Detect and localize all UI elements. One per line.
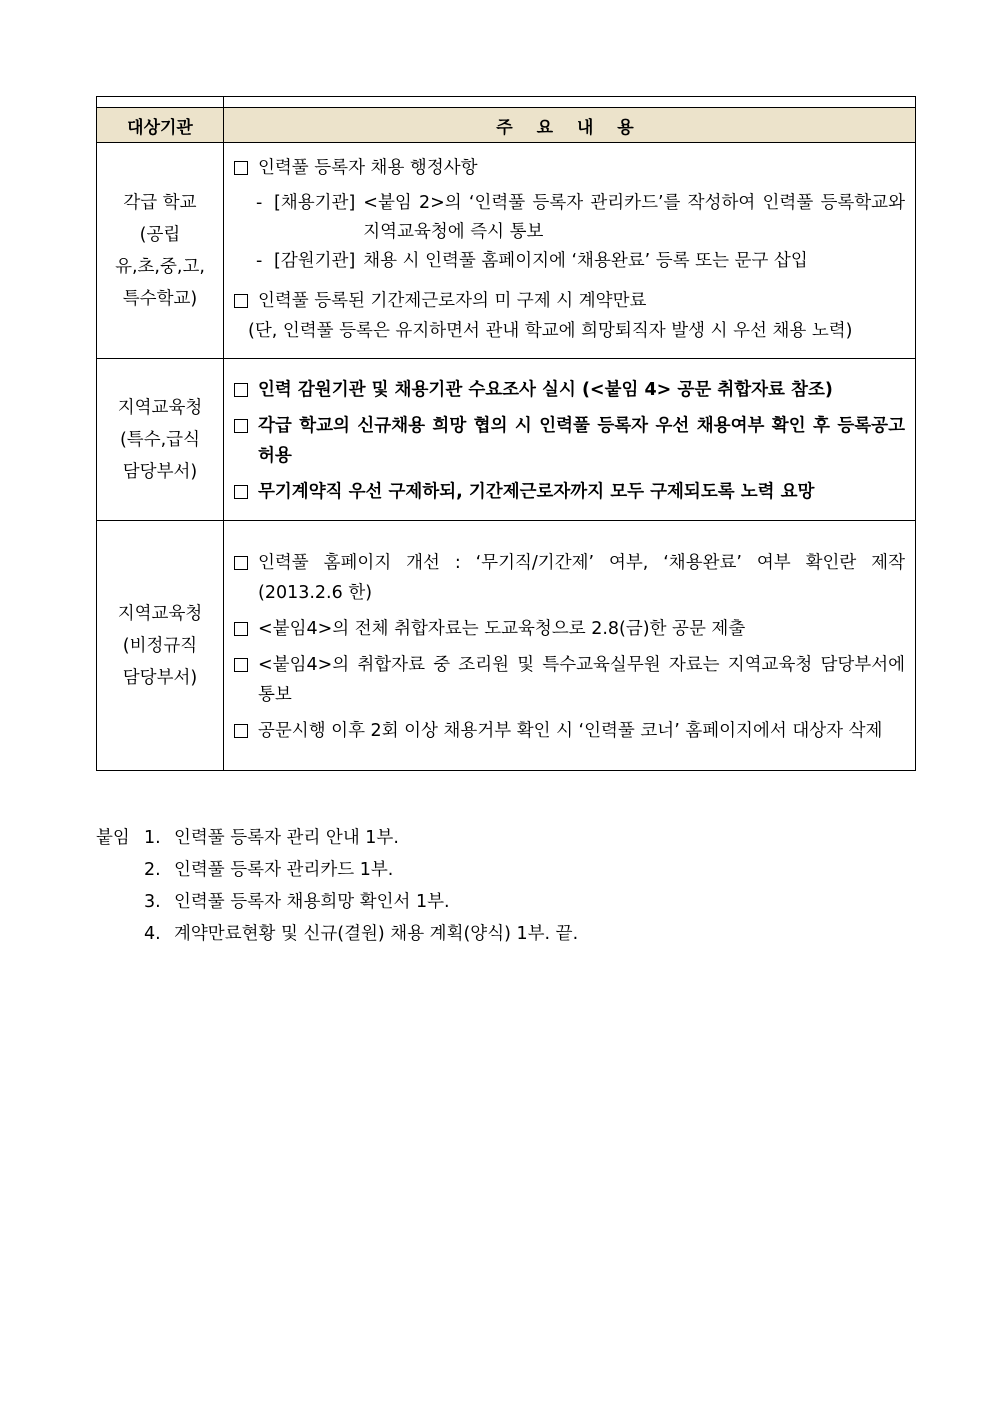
list-item: 인력풀 홈페이지 개선 : ‘무기직/기간제’ 여부, ‘채용완료’ 여부 확인란 제작 (2013.2.6 한) <box>234 548 905 608</box>
sub-item-hiring: - [채용기관] <붙임 2>의 ‘인력풀 등록자 관리카드’를 작성하여 인력풀 등록학교와 지역교육청에 즉시 통보 <box>234 189 905 247</box>
checkbox-icon <box>234 294 248 308</box>
table-header-row <box>97 108 916 143</box>
org-line: 담당부서) <box>122 667 198 688</box>
attachment-item: 3. 인력풀 등록자 채용희망 확인서 1부. <box>144 892 450 912</box>
attachment-item: 2. 인력풀 등록자 관리카드 1부. <box>144 860 394 880</box>
list-item: 인력풀 등록된 기간제근로자의 미 구제 시 계약만료 <box>234 286 905 316</box>
dash-icon: - <box>256 251 263 271</box>
table-row <box>97 359 916 521</box>
checkbox-icon <box>234 724 248 738</box>
org-line: 담당부서) <box>122 461 198 482</box>
org-line: (특수,급식 <box>119 429 200 450</box>
row-content-education-office-special <box>224 359 916 521</box>
list-item: 각급 학교의 신규채용 희망 협의 시 인력풀 등록자 우선 채용여부 확인 후 등록공고 허용 <box>234 411 905 471</box>
org-line: 지역교육청 <box>117 397 203 418</box>
table-row <box>97 143 916 359</box>
attachment-item: 붙임 1. 인력풀 등록자 관리 안내 1부. <box>96 822 578 854</box>
row-org-schools <box>97 143 224 359</box>
org-line: 각급 학교 <box>123 192 197 213</box>
list-item: 공문시행 이후 2회 이상 채용거부 확인 시 ‘인력풀 코너’ 홈페이지에서 대상자 삭제 <box>234 716 905 746</box>
main-table-wrapper <box>96 96 915 771</box>
checkbox-icon <box>234 383 248 397</box>
table-row <box>97 521 916 771</box>
table-top-spacer-row <box>97 97 916 108</box>
row-org-education-office-special <box>97 359 224 521</box>
item-note: (단, 인력풀 등록은 유지하면서 관내 학교에 희망퇴직자 발생 시 우선 채용 노력) <box>248 321 853 341</box>
org-line: (비정규직 <box>122 635 198 656</box>
header-content: 주 요 내 용 <box>224 108 916 143</box>
row-content-schools <box>224 143 916 359</box>
list-item: 인력풀 등록자 채용 행정사항 <box>234 153 905 183</box>
org-line: 지역교육청 <box>117 603 203 624</box>
checkbox-icon <box>234 658 248 672</box>
list-item: <붙임4>의 전체 취합자료는 도교육청으로 2.8(금)한 공문 제출 <box>234 614 905 644</box>
checkbox-icon <box>234 485 248 499</box>
row-org-education-office-irregular <box>97 521 224 771</box>
dash-icon: - <box>256 193 263 213</box>
org-line: 유,초,중,고, <box>115 256 205 277</box>
org-line: (공립 <box>139 224 181 245</box>
list-item: 무기계약직 우선 구제하되, 기간제근로자까지 모두 구제되도록 노력 요망 <box>234 477 905 507</box>
org-line: 특수학교) <box>122 288 198 309</box>
checkbox-icon <box>234 556 248 570</box>
sub-item-reducing: - [감원기관] 채용 시 인력풀 홈페이지에 ‘채용완료’ 등록 또는 문구 삽입 <box>234 247 905 276</box>
row-content-education-office-irregular <box>224 521 916 771</box>
list-item: 인력 감원기관 및 채용기관 수요조사 실시 (<붙임 4> 공문 취합자료 참조) <box>234 375 905 405</box>
checkbox-icon <box>234 419 248 433</box>
checkbox-icon <box>234 161 248 175</box>
attachment-item: 4. 계약만료현황 및 신규(결원) 채용 계획(양식) 1부. 끝. <box>144 924 579 944</box>
attachments-label: 붙임 <box>96 828 130 848</box>
list-item: <붙임4>의 취합자료 중 조리원 및 특수교육실무원 자료는 지역교육청 담당부서에 통보 <box>234 650 905 710</box>
checkbox-icon <box>234 622 248 636</box>
attachments-list <box>96 822 578 950</box>
header-org: 대상기관 <box>97 108 224 143</box>
main-table <box>96 96 916 771</box>
